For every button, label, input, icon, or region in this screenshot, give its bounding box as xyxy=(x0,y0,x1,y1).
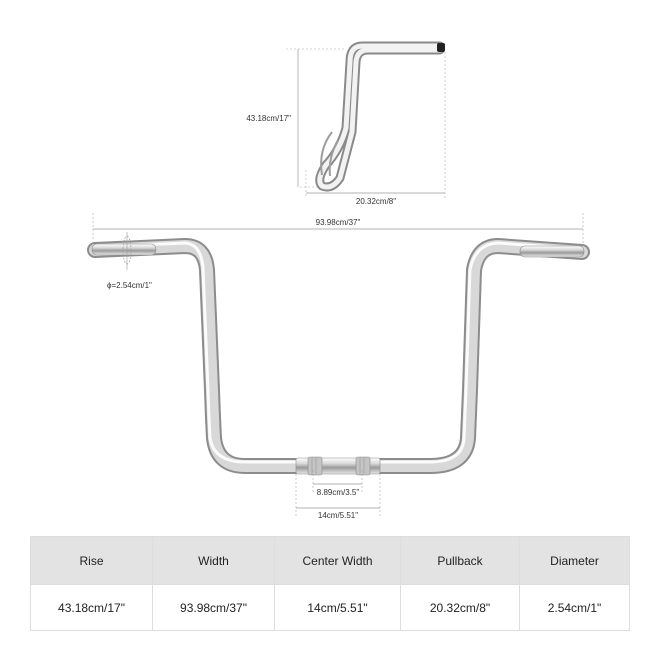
value-width: 93.98cm/37" xyxy=(153,585,275,631)
handlebar-side-view xyxy=(246,43,445,206)
spec-table xyxy=(30,536,630,631)
rise-label: 43.18cm/17" xyxy=(246,114,291,123)
value-diameter: 2.54cm/1" xyxy=(520,585,630,631)
spec-table-value-row xyxy=(31,585,630,631)
pullback-label: 20.32cm/8" xyxy=(355,197,397,206)
value-rise: 43.18cm/17" xyxy=(31,585,153,631)
diameter-label: ϕ=2.54cm/1" xyxy=(107,281,152,290)
spec-table-header-row xyxy=(31,537,630,585)
header-center-width: Center Width xyxy=(275,537,401,585)
header-diameter: Diameter xyxy=(520,537,630,585)
handlebar-front-view xyxy=(92,213,584,520)
header-pullback: Pullback xyxy=(401,537,520,585)
header-width: Width xyxy=(153,537,275,585)
width-label: 93.98cm/37" xyxy=(315,218,361,227)
knurl-width-label: 8.89cm/3.5" xyxy=(316,488,360,497)
center-width-label: 14cm/5.51" xyxy=(317,511,359,520)
value-pullback: 20.32cm/8" xyxy=(401,585,520,631)
value-center-width: 14cm/5.51" xyxy=(275,585,401,631)
header-rise: Rise xyxy=(31,537,153,585)
